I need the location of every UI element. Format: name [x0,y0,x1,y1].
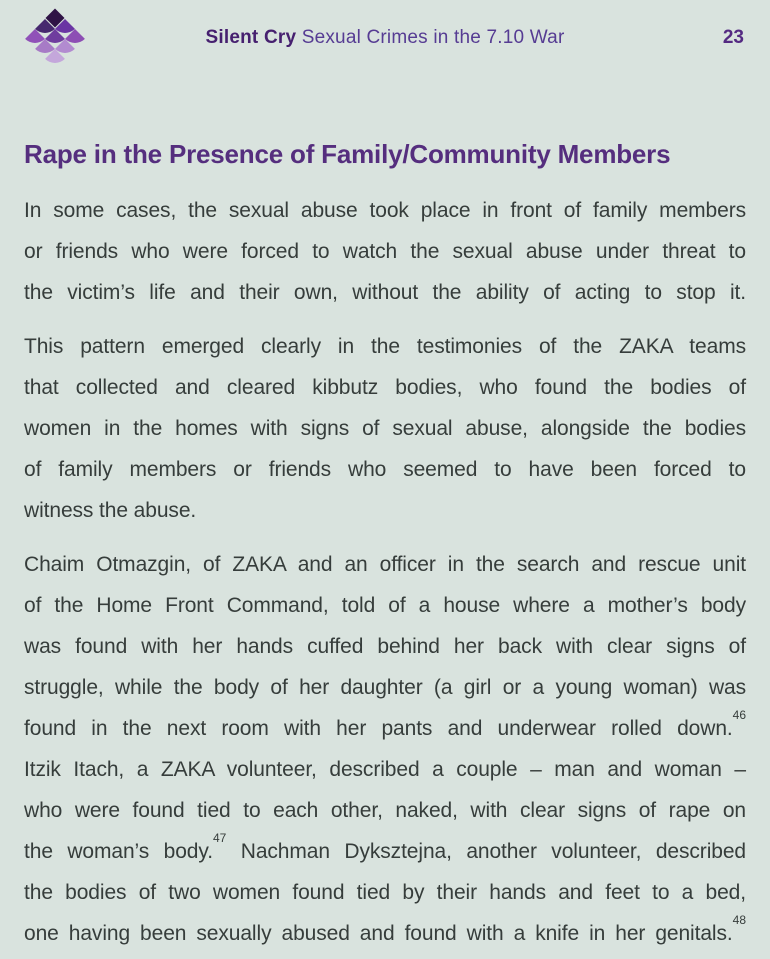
text-line: of family members or friends who seemed to have been forced to [24,458,746,481]
text-line: This pattern emerged clearly in the testimonies of the ZAKA teams [24,335,746,358]
text-line: witness the abuse. [24,499,197,522]
text-line: that collected and cleared kibbutz bodies, who found the bodies of [24,376,746,399]
paragraph [24,326,746,531]
text-line: was found with her hands cuffed behind her back with clear signs of [24,635,746,658]
text-line: of the Home Front Command, told of a house where a mother’s body [24,594,746,617]
text-line: Itzik Itach, a ZAKA volunteer, described a couple – man and woman – [24,758,746,781]
paragraph [24,190,746,313]
footnote-reference: 48 [732,913,746,927]
text-line: found in the next room with her pants and underwear rolled down.$^{46}$ [24,708,746,740]
page-number: 23 [722,27,744,48]
footnote-reference: 47 [212,831,227,845]
running-title-bold: Silent Cry [205,27,297,48]
text-line: who were found tied to each other, naked, with clear signs of rape on [24,799,746,822]
running-title [0,27,770,48]
text-line: or friends who were forced to watch the sexual abuse under threat to [24,240,746,263]
paragraph [24,544,746,954]
text-line: the woman’s body.$^{47}$ Nachman Dyksztejna, another volunteer, described [24,831,746,863]
section-heading: Rape in the Presence of Family/Community Members [24,139,671,169]
text-line: Chaim Otmazgin, of ZAKA and an officer in the search and rescue unit [24,553,746,576]
text-line: one having been sexually abused and found with a knife in her genitals.$^{48}$ [24,913,746,945]
footnote-reference: 46 [732,708,746,722]
text-line: In some cases, the sexual abuse took place in front of family members [24,199,746,222]
running-title-rest: Sexual Crimes in the 7.10 War [296,27,565,48]
text-line: women in the homes with signs of sexual abuse, alongside the bodies [24,417,746,440]
text-line: the victim’s life and their own, without the ability of acting to stop it. [24,281,746,304]
text-line: the bodies of two women found tied by their hands and feet to a bed, [24,881,746,904]
text-line: struggle, while the body of her daughter (a girl or a young woman) was [24,676,746,699]
article-body [24,190,746,954]
